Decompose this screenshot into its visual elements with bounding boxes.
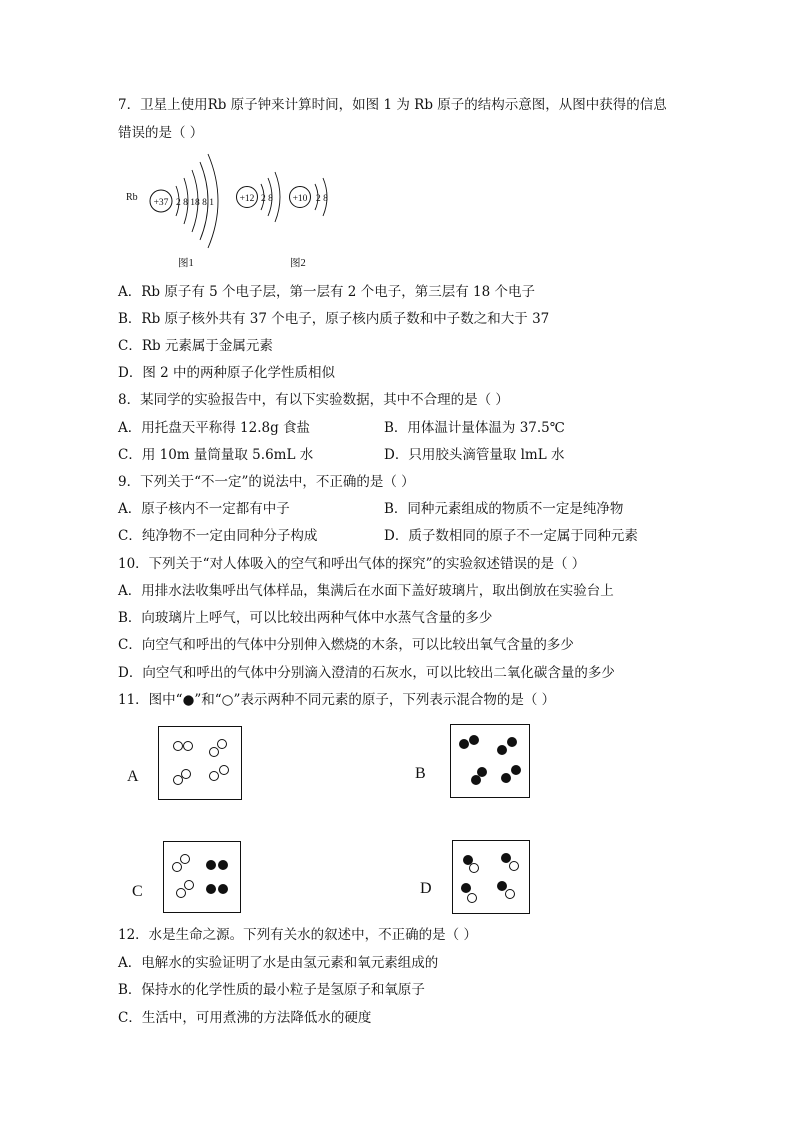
q7-stem-line1: 7．卫星上使用Rb 原子钟来计算时间，如图 1 为 Rb 原子的结构示意图，从图中获得的信息 [118, 97, 667, 113]
q11-label-c: C [132, 883, 143, 900]
q9-option-a: A．原子核内不一定都有中子 [118, 501, 290, 517]
rb-symbol: Rb [126, 192, 138, 203]
filled-atom [218, 884, 228, 894]
q11-box-a [158, 726, 242, 800]
filled-atom [218, 860, 228, 870]
filled-atom [461, 883, 471, 893]
hollow-atom [181, 769, 191, 779]
hollow-atom [172, 862, 182, 872]
rb-shell-numbers: 2 8 18 8 1 [176, 198, 214, 208]
q7-option-b: B．Rb 原子核外共有 37 个电子，原子核内质子数和中子数之和大于 37 [118, 311, 550, 327]
q10-option-d: D．向空气和呼出的气体中分别滴入澄清的石灰水，可以比较出二氧化碳含量的多少 [118, 665, 615, 681]
figure2-caption: 图2 [290, 258, 306, 269]
q9-option-d: D．质子数相同的原子不一定属于同种元素 [384, 528, 638, 544]
filled-atom [501, 773, 511, 783]
q12-option-a: A．电解水的实验证明了水是由氢元素和氧元素组成的 [118, 955, 439, 971]
q7-stem-line2: 错误的是（ ） [118, 125, 204, 141]
filled-atom [206, 884, 216, 894]
q9-option-b: B．同种元素组成的物质不一定是纯净物 [384, 501, 624, 517]
q8-option-d: D．只用胶头滴管量取 lmL 水 [384, 447, 565, 463]
hollow-atom [219, 765, 229, 775]
q11-box-d [452, 840, 530, 914]
q8-option-c: C．用 10m 量筒量取 5.6mL 水 [118, 447, 314, 463]
q11-stem: 11．图中“●”和“○”表示两种不同元素的原子，下列表示混合物的是（ ） [118, 692, 556, 708]
hollow-atom [180, 854, 190, 864]
hollow-atom [509, 861, 519, 871]
q12-option-c: C．生活中，可用煮沸的方法降低水的硬度 [118, 1010, 372, 1026]
atom2-shell-numbers: 2 8 [261, 194, 273, 204]
q8-stem: 8．某同学的实验报告中，有以下实验数据，其中不合理的是（ ） [118, 392, 509, 408]
q8-option-a: A．用托盘天平称得 12.8g 食盐 [118, 420, 311, 436]
q10-option-a: A．用排水法收集呼出气体样品，集满后在水面下盖好玻璃片，取出倒放在实验台上 [118, 583, 614, 599]
filled-atom [469, 735, 479, 745]
hollow-atom [173, 741, 183, 751]
hollow-atom [469, 863, 479, 873]
filled-atom [507, 737, 517, 747]
filled-atom [459, 739, 469, 749]
q10-option-c: C．向空气和呼出的气体中分别伸入燃烧的木条，可以比较出氧气含量的多少 [118, 637, 574, 653]
q12-stem: 12．水是生命之源。下列有关水的叙述中，不正确的是（ ） [118, 927, 477, 943]
q12-option-b: B．保持水的化学性质的最小粒子是氢原子和氧原子 [118, 982, 425, 998]
q9-option-c: C．纯净物不一定由同种分子构成 [118, 528, 318, 544]
hollow-atom [209, 771, 219, 781]
hollow-atom [467, 893, 477, 903]
atom3-nucleus-charge: +10 [292, 194, 308, 204]
filled-atom [497, 745, 507, 755]
hollow-atom [184, 880, 194, 890]
filled-atom [511, 765, 521, 775]
atom-structure-figure [118, 148, 348, 278]
rb-nucleus-charge: +37 [153, 198, 169, 208]
hollow-atom [183, 741, 193, 751]
q11-label-a: A [127, 768, 139, 785]
hollow-atom [505, 889, 515, 899]
figure1-caption: 图1 [178, 258, 194, 269]
q11-label-d: D [420, 880, 432, 897]
q10-option-b: B．向玻璃片上呼气，可以比较出两种气体中水蒸气含量的多少 [118, 610, 493, 626]
filled-atom [206, 860, 216, 870]
q11-box-b [450, 724, 530, 798]
q11-box-c [163, 841, 241, 913]
q8-option-b: B．用体温计量体温为 37.5℃ [384, 420, 565, 436]
hollow-atom [217, 739, 227, 749]
q7-option-a: A．Rb 原子有 5 个电子层，第一层有 2 个电子，第三层有 18 个电子 [118, 284, 535, 300]
q7-option-c: C．Rb 元素属于金属元素 [118, 338, 273, 354]
q9-stem: 9．下列关于“不一定”的说法中，不正确的是（ ） [118, 474, 415, 490]
atom3-shell-numbers: 2 8 [316, 194, 328, 204]
hollow-atom [176, 888, 186, 898]
q11-label-b: B [415, 765, 426, 782]
q7-option-d: D．图 2 中的两种原子化学性质相似 [118, 365, 335, 381]
atom2-nucleus-charge: +12 [239, 194, 255, 204]
filled-atom [477, 767, 487, 777]
hollow-atom [209, 747, 219, 757]
q10-stem: 10．下列关于“对人体吸入的空气和呼出气体的探究”的实验叙述错误的是（ ） [118, 556, 586, 572]
